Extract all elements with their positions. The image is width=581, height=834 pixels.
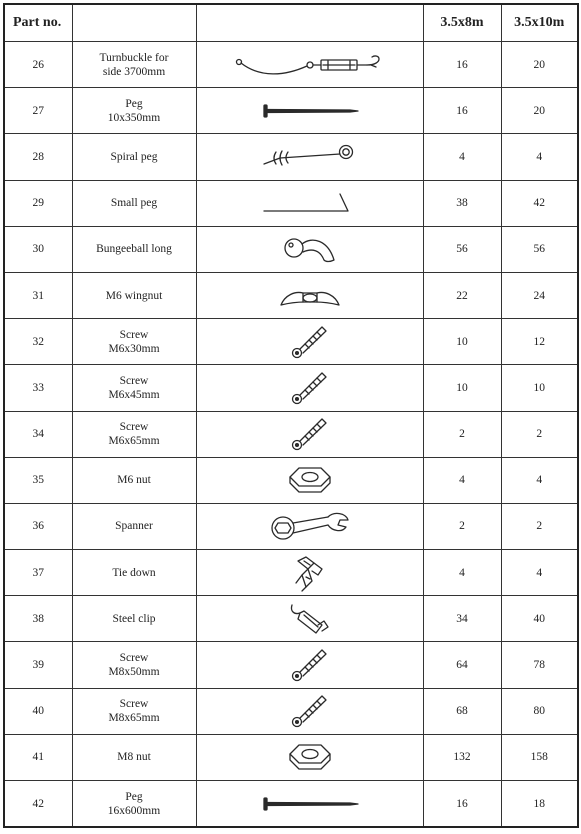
- table-row: [4, 88, 578, 134]
- table-row: [4, 272, 578, 318]
- table-row: [4, 734, 578, 780]
- part-name-cell: Small peg: [72, 180, 196, 226]
- qty-8m-cell: 132: [423, 734, 501, 780]
- qty-10m-cell: 158: [501, 734, 578, 780]
- part-number-cell: 33: [4, 365, 72, 411]
- part-illustration-cell: [196, 550, 423, 596]
- part-number-cell: 27: [4, 88, 72, 134]
- header-illustration: [196, 4, 423, 42]
- table-row: [4, 226, 578, 272]
- qty-8m-cell: 34: [423, 596, 501, 642]
- table-row: [4, 550, 578, 596]
- qty-10m-cell: 2: [501, 503, 578, 549]
- part-name-cell: Screw M6x30mm: [72, 319, 196, 365]
- qty-8m-cell: 4: [423, 457, 501, 503]
- table-row: [4, 781, 578, 828]
- hex-nut-icon: [199, 742, 421, 772]
- part-illustration-cell: [196, 457, 423, 503]
- header-row: [4, 4, 578, 42]
- part-name-cell: Screw M8x65mm: [72, 688, 196, 734]
- turnbuckle-icon: [199, 52, 421, 78]
- part-illustration-cell: [196, 734, 423, 780]
- screw-icon: [199, 324, 421, 360]
- part-number-cell: 29: [4, 180, 72, 226]
- bungeeball-icon: [199, 232, 421, 266]
- table-row: [4, 180, 578, 226]
- tie-down-icon: [199, 553, 421, 593]
- part-illustration-cell: [196, 642, 423, 688]
- part-number-cell: 36: [4, 503, 72, 549]
- part-name-cell: Turnbuckle for side 3700mm: [72, 42, 196, 88]
- part-name-cell: Screw M6x45mm: [72, 365, 196, 411]
- table-row: [4, 365, 578, 411]
- part-number-cell: 41: [4, 734, 72, 780]
- steel-clip-icon: [199, 601, 421, 637]
- qty-10m-cell: 12: [501, 319, 578, 365]
- qty-10m-cell: 80: [501, 688, 578, 734]
- table-row: [4, 411, 578, 457]
- part-illustration-cell: [196, 688, 423, 734]
- table-row: [4, 688, 578, 734]
- part-number-cell: 35: [4, 457, 72, 503]
- wingnut-icon: [199, 283, 421, 309]
- part-number-cell: 34: [4, 411, 72, 457]
- part-name-cell: Screw M8x50mm: [72, 642, 196, 688]
- part-illustration-cell: [196, 88, 423, 134]
- qty-8m-cell: 10: [423, 319, 501, 365]
- part-name-cell: Peg 10x350mm: [72, 88, 196, 134]
- screw-icon: [199, 647, 421, 683]
- table-row: [4, 642, 578, 688]
- qty-8m-cell: 10: [423, 365, 501, 411]
- table-row: [4, 503, 578, 549]
- qty-8m-cell: 56: [423, 226, 501, 272]
- qty-8m-cell: 2: [423, 503, 501, 549]
- header-description: [72, 4, 196, 42]
- qty-10m-cell: 40: [501, 596, 578, 642]
- part-illustration-cell: [196, 781, 423, 828]
- qty-8m-cell: 16: [423, 88, 501, 134]
- header-part-no: Part no.: [4, 4, 72, 42]
- part-number-cell: 42: [4, 781, 72, 828]
- part-name-cell: M8 nut: [72, 734, 196, 780]
- qty-8m-cell: 64: [423, 642, 501, 688]
- part-number-cell: 40: [4, 688, 72, 734]
- header-qty-10m: 3.5x10m: [501, 4, 578, 42]
- header-qty-8m: 3.5x8m: [423, 4, 501, 42]
- peg-icon: [199, 797, 421, 811]
- part-name-cell: Spanner: [72, 503, 196, 549]
- table-row: [4, 134, 578, 180]
- hex-nut-icon: [199, 465, 421, 495]
- part-number-cell: 31: [4, 272, 72, 318]
- table-row: [4, 42, 578, 88]
- screw-icon: [199, 416, 421, 452]
- qty-8m-cell: 16: [423, 781, 501, 828]
- qty-8m-cell: 16: [423, 42, 501, 88]
- screw-icon: [199, 370, 421, 406]
- qty-10m-cell: 20: [501, 88, 578, 134]
- part-number-cell: 38: [4, 596, 72, 642]
- qty-10m-cell: 20: [501, 42, 578, 88]
- part-illustration-cell: [196, 134, 423, 180]
- table-row: [4, 596, 578, 642]
- small-peg-icon: [199, 191, 421, 215]
- part-illustration-cell: [196, 272, 423, 318]
- part-name-cell: Screw M6x65mm: [72, 411, 196, 457]
- parts-table: [3, 3, 579, 828]
- qty-10m-cell: 4: [501, 457, 578, 503]
- qty-10m-cell: 4: [501, 550, 578, 596]
- part-number-cell: 32: [4, 319, 72, 365]
- part-name-cell: Steel clip: [72, 596, 196, 642]
- part-name-cell: M6 wingnut: [72, 272, 196, 318]
- part-name-cell: M6 nut: [72, 457, 196, 503]
- part-illustration-cell: [196, 503, 423, 549]
- part-number-cell: 37: [4, 550, 72, 596]
- part-number-cell: 30: [4, 226, 72, 272]
- screw-icon: [199, 693, 421, 729]
- qty-8m-cell: 4: [423, 550, 501, 596]
- part-number-cell: 26: [4, 42, 72, 88]
- qty-10m-cell: 4: [501, 134, 578, 180]
- part-name-cell: Bungeeball long: [72, 226, 196, 272]
- part-illustration-cell: [196, 319, 423, 365]
- qty-10m-cell: 56: [501, 226, 578, 272]
- peg-icon: [199, 104, 421, 118]
- table-row: [4, 457, 578, 503]
- qty-10m-cell: 2: [501, 411, 578, 457]
- qty-8m-cell: 68: [423, 688, 501, 734]
- part-name-cell: Peg 16x600mm: [72, 781, 196, 828]
- qty-8m-cell: 4: [423, 134, 501, 180]
- part-illustration-cell: [196, 596, 423, 642]
- spanner-icon: [199, 511, 421, 541]
- part-illustration-cell: [196, 411, 423, 457]
- qty-8m-cell: 2: [423, 411, 501, 457]
- qty-10m-cell: 24: [501, 272, 578, 318]
- table-row: [4, 319, 578, 365]
- part-name-cell: Tie down: [72, 550, 196, 596]
- qty-8m-cell: 38: [423, 180, 501, 226]
- qty-10m-cell: 42: [501, 180, 578, 226]
- part-illustration-cell: [196, 42, 423, 88]
- part-illustration-cell: [196, 226, 423, 272]
- qty-8m-cell: 22: [423, 272, 501, 318]
- parts-table-body: [4, 42, 578, 828]
- part-number-cell: 28: [4, 134, 72, 180]
- part-number-cell: 39: [4, 642, 72, 688]
- qty-10m-cell: 18: [501, 781, 578, 828]
- qty-10m-cell: 10: [501, 365, 578, 411]
- qty-10m-cell: 78: [501, 642, 578, 688]
- part-illustration-cell: [196, 365, 423, 411]
- part-name-cell: Spiral peg: [72, 134, 196, 180]
- part-illustration-cell: [196, 180, 423, 226]
- spiral-peg-icon: [199, 142, 421, 172]
